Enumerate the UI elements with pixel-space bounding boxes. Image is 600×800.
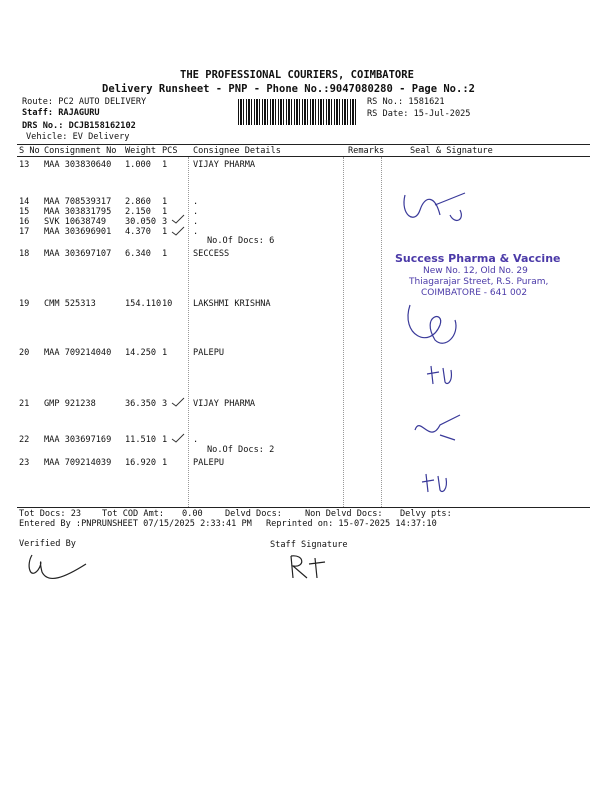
row-pcs: 1 [162, 197, 168, 207]
row-consignee: . [193, 207, 199, 217]
row-consignee: PALEPU [193, 458, 225, 468]
row-pcs: 10 [162, 299, 173, 309]
staff-signature [285, 552, 335, 587]
drs-number: DRS No.: DCJB158162102 [22, 121, 136, 131]
signature [395, 185, 475, 235]
docs-count-note: No.Of Docs: 6 [207, 236, 275, 246]
delivered-docs: Delvd Docs: [225, 509, 282, 519]
row-pcs: 3 [162, 217, 168, 227]
table-header-rule [17, 156, 590, 157]
row-consignee: PALEPU [193, 348, 225, 358]
col-seal: Seal & Signature [410, 146, 493, 156]
company-title: THE PROFESSIONAL COURIERS, COIMBATORE [180, 69, 414, 81]
col-weight: Weight [125, 146, 157, 156]
row-consignee: . [193, 197, 199, 207]
row-pcs: 1 [162, 227, 168, 237]
column-divider [381, 157, 382, 507]
stamp-line-3: Thiagarajar Street, R.S. Puram, [409, 277, 549, 287]
total-cod-label: Tot COD Amt: [102, 509, 165, 519]
vehicle: Vehicle: EV Delivery [26, 132, 130, 142]
table-top-rule [17, 144, 590, 145]
rs-date: RS Date: 15-Jul-2025 [367, 109, 471, 119]
row-sno: 18 [19, 249, 30, 259]
row-sno: 23 [19, 458, 30, 468]
row-pcs: 1 [162, 435, 168, 445]
barcode [238, 99, 358, 125]
row-weight: 16.920 [125, 458, 157, 468]
verifier-signature [24, 550, 94, 585]
route: Route: PC2 AUTO DELIVERY [22, 97, 147, 107]
row-weight: 4.370 [125, 227, 151, 237]
row-consignee: . [193, 435, 199, 445]
signature [410, 410, 470, 450]
runsheet-title: Delivery Runsheet - PNP - Phone No.:9047080280 - Page No.:2 [102, 83, 475, 95]
stamp-line-1: Success Pharma & Vaccine [395, 252, 561, 265]
signature-scribble [400, 295, 470, 355]
row-pcs: 1 [162, 160, 168, 170]
stamp-line-2: New No. 12, Old No. 29 [423, 266, 528, 276]
row-consignment: MAA 303697169 [44, 435, 112, 445]
row-sno: 20 [19, 348, 30, 358]
col-remarks: Remarks [348, 146, 385, 156]
row-sno: 16 [19, 217, 30, 227]
row-sno: 21 [19, 399, 30, 409]
row-pcs: 1 [162, 348, 168, 358]
row-consignment: MAA 303830640 [44, 160, 112, 170]
row-sno: 22 [19, 435, 30, 445]
tick-mark [170, 431, 190, 443]
tick-marks [170, 212, 190, 242]
row-weight: 11.510 [125, 435, 157, 445]
table-bottom-rule [17, 507, 590, 508]
col-pcs: PCS [162, 146, 178, 156]
non-delivered-docs: Non Delvd Docs: [305, 509, 383, 519]
row-weight: 2.860 [125, 197, 151, 207]
row-pcs: 3 [162, 399, 168, 409]
row-weight: 14.250 [125, 348, 157, 358]
row-consignment: MAA 303831795 [44, 207, 112, 217]
row-pcs: 1 [162, 207, 168, 217]
column-divider [343, 157, 344, 507]
row-weight: 1.000 [125, 160, 151, 170]
total-docs: Tot Docs: 23 [19, 509, 82, 519]
row-weight: 36.350 [125, 399, 157, 409]
row-consignee: . [193, 227, 199, 237]
verified-by-label: Verified By [19, 539, 76, 549]
initials [420, 470, 450, 500]
row-sno: 17 [19, 227, 30, 237]
row-consignment: SVK 10638749 [44, 217, 107, 227]
entered-by: Entered By :PNPRUNSHEET 07/15/2025 2:33:41 PM [19, 519, 252, 529]
staff-signature-label: Staff Signature [270, 540, 348, 550]
row-consignment: MAA 303697107 [44, 249, 112, 259]
docs-count-note: No.Of Docs: 2 [207, 445, 275, 455]
tick-mark [170, 395, 190, 407]
row-consignment: MAA 709214040 [44, 348, 112, 358]
row-weight: 154.110 [125, 299, 162, 309]
row-consignee: VIJAY PHARMA [193, 399, 256, 409]
row-sno: 14 [19, 197, 30, 207]
col-consignee: Consignee Details [193, 146, 281, 156]
row-weight: 6.340 [125, 249, 151, 259]
total-cod-value: 0.00 [182, 509, 203, 519]
initials [425, 362, 455, 392]
row-sno: 15 [19, 207, 30, 217]
row-consignee: . [193, 217, 199, 227]
delivery-points: Delvy pts: [400, 509, 452, 519]
row-consignee: SECCESS [193, 249, 230, 259]
row-consignment: MAA 709214039 [44, 458, 112, 468]
reprinted-on: Reprinted on: 15-07-2025 14:37:10 [266, 519, 437, 529]
rs-number: RS No.: 1581621 [367, 97, 445, 107]
col-sno: S No [19, 146, 40, 156]
row-consignment: GMP 921238 [44, 399, 96, 409]
row-consignee: LAKSHMI KRISHNA [193, 299, 271, 309]
column-divider [188, 157, 189, 507]
stamp-line-4: COIMBATORE - 641 002 [421, 288, 528, 298]
col-consignment: Consignment No [44, 146, 117, 156]
row-weight: 30.050 [125, 217, 157, 227]
row-sno: 19 [19, 299, 30, 309]
row-weight: 2.150 [125, 207, 151, 217]
row-consignment: CMM 525313 [44, 299, 96, 309]
row-consignment: MAA 708539317 [44, 197, 112, 207]
row-pcs: 1 [162, 458, 168, 468]
row-consignment: MAA 303696901 [44, 227, 112, 237]
staff: Staff: RAJAGURU [22, 108, 100, 118]
row-pcs: 1 [162, 249, 168, 259]
row-consignee: VIJAY PHARMA [193, 160, 256, 170]
row-sno: 13 [19, 160, 30, 170]
